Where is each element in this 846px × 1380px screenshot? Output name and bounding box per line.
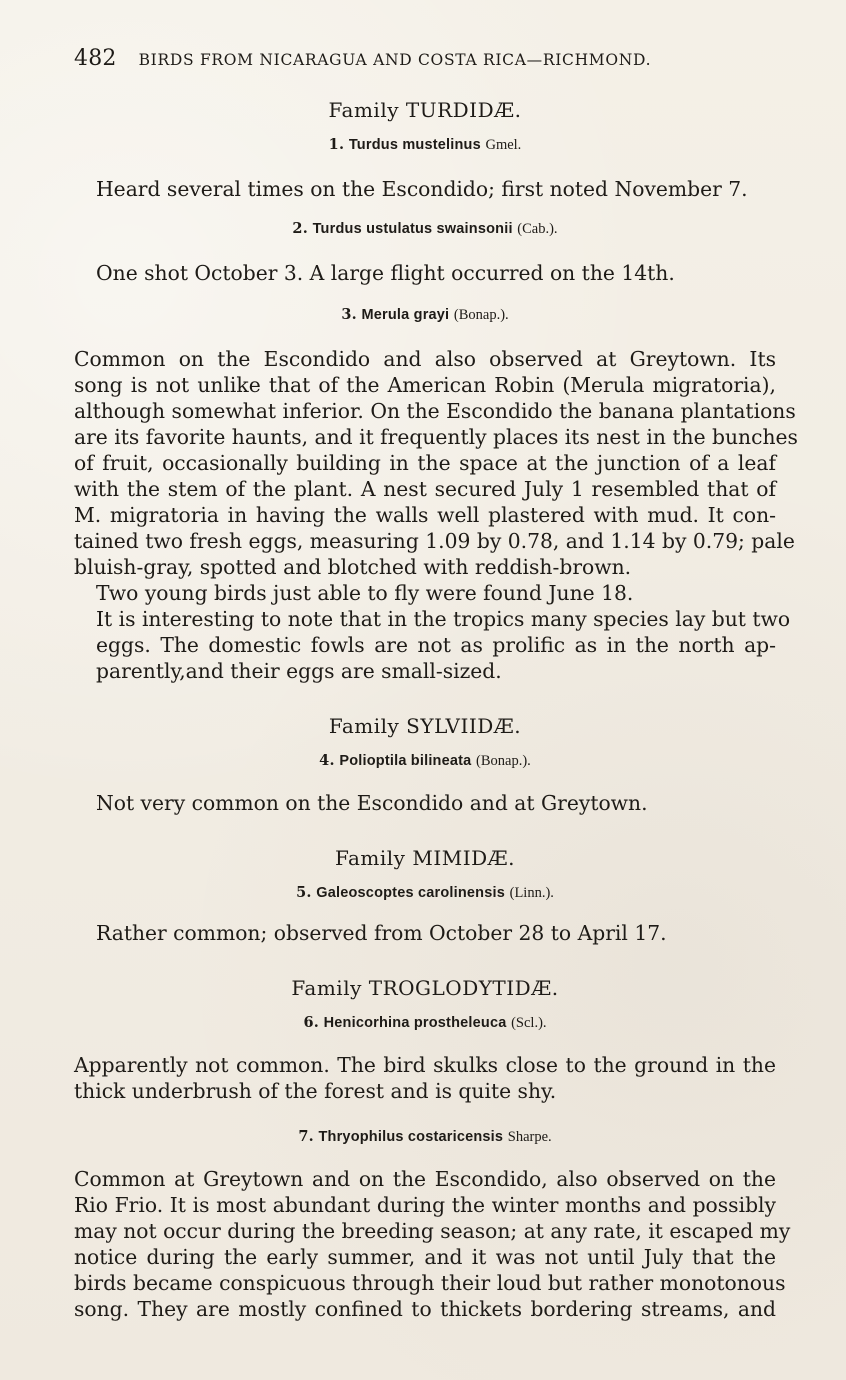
text-line: Common on the Escondido and also observed at Greytown. Its [74,347,776,371]
text-line: M. migratoria in having the walls well plastered with mud. It con- [74,503,776,527]
family-heading-mimidae: Family MIMIDÆ. [334,846,516,870]
running-title: BIRDS FROM NICARAGUA AND COSTA RICA—RICHMOND. [138,51,652,69]
text-line: with the stem of the plant. A nest secured July 1 resembled that of [74,477,776,501]
species-name: Thryophilus costaricensis [318,1129,504,1145]
text-line: bluish-gray, spotted and blotched with reddish-brown. [74,555,632,579]
family-heading-turdidae: Family TURDIDÆ. [328,98,522,122]
species-author: (Scl.). [511,1015,547,1031]
species-note: Not very common on the Escondido and at Greytown. [96,791,648,815]
species-number: 1. [328,136,345,153]
species-number: 4. [319,752,335,769]
species-heading [74,1128,776,1146]
species-name: Merula grayi [361,307,450,323]
page-number: 482 [74,46,117,71]
thryophilus-paragraph [74,1166,791,1322]
species-note: Two young birds just able to fly were found June 18. [96,581,634,605]
text-line: song. They are mostly confined to thickets bordering streams, and [74,1297,776,1321]
species-number: 6. [303,1014,319,1031]
species-note: Heard several times on the Escondido; first noted November 7. [96,177,748,201]
text-line: eggs. The domestic fowls are not as prolific as in the north ap- [96,633,776,657]
species-name: Galeoscoptes carolinensis [316,885,505,901]
running-header [74,46,776,71]
text-line: birds became conspicuous through their loud but rather monotonous [74,1271,786,1295]
species-author: (Cab.). [517,221,558,237]
text-line: It is interesting to note that in the tropics many species lay but two [96,607,791,631]
text-line: of fruit, occasionally building in the space at the junction of a leaf [74,451,776,475]
species-name: Polioptila bilineata [339,753,472,769]
species-number: 2. [292,220,308,237]
henicorhina-paragraph [74,1052,776,1104]
text-line: song is not unlike that of the American Robin (Merula migratoria), [74,373,776,397]
species-heading [74,752,776,770]
merula-paragraph [74,346,798,580]
species-heading [74,306,776,324]
text-line: thick underbrush of the forest and is quite shy. [74,1079,557,1103]
species-name: Henicorhina prostheleuca [323,1015,507,1031]
species-note: One shot October 3. A large flight occurred on the 14th. [96,261,675,285]
text-line: parently,and their eggs are small-sized. [96,659,502,683]
species-author: Gmel. [485,137,522,153]
species-author: (Linn.). [509,885,554,901]
tropics-paragraph [74,606,791,684]
species-number: 5. [296,884,312,901]
species-author: (Bonap.). [476,753,531,769]
text-line: notice during the early summer, and it was not until July that the [74,1245,776,1269]
species-number: 3. [341,306,357,323]
family-heading-troglodytidae: Family TROGLODYTIDÆ. [291,976,559,1000]
species-author: (Bonap.). [453,307,509,323]
species-author: Sharpe. [507,1129,552,1145]
text-line: although somewhat inferior. On the Escondido the banana plantations [74,399,796,423]
family-heading-sylviidae: Family SYLVIIDÆ. [328,714,522,738]
text-line: are its favorite haunts, and it frequently places its nest in the bunches [74,425,798,449]
text-line: Apparently not common. The bird skulks close to the ground in the [74,1053,776,1077]
species-name: Turdus mustelinus [348,137,481,153]
species-name: Turdus ustulatus swainsonii [312,221,513,237]
species-heading [74,884,776,902]
species-number: 7. [298,1128,314,1145]
text-line: may not occur during the breeding season; at any rate, it escaped my [74,1219,791,1243]
text-line: Rio Frio. It is most abundant during the winter months and possibly [74,1193,776,1217]
text-line: tained two fresh eggs, measuring 1.09 by 0.78, and 1.14 by 0.79; pale [74,529,795,553]
species-heading [74,1014,776,1032]
text-line: Common at Greytown and on the Escondido, also observed on the [74,1167,776,1191]
species-note: Rather common; observed from October 28 to April 17. [96,921,667,945]
species-heading [74,136,776,154]
species-heading [74,220,776,238]
